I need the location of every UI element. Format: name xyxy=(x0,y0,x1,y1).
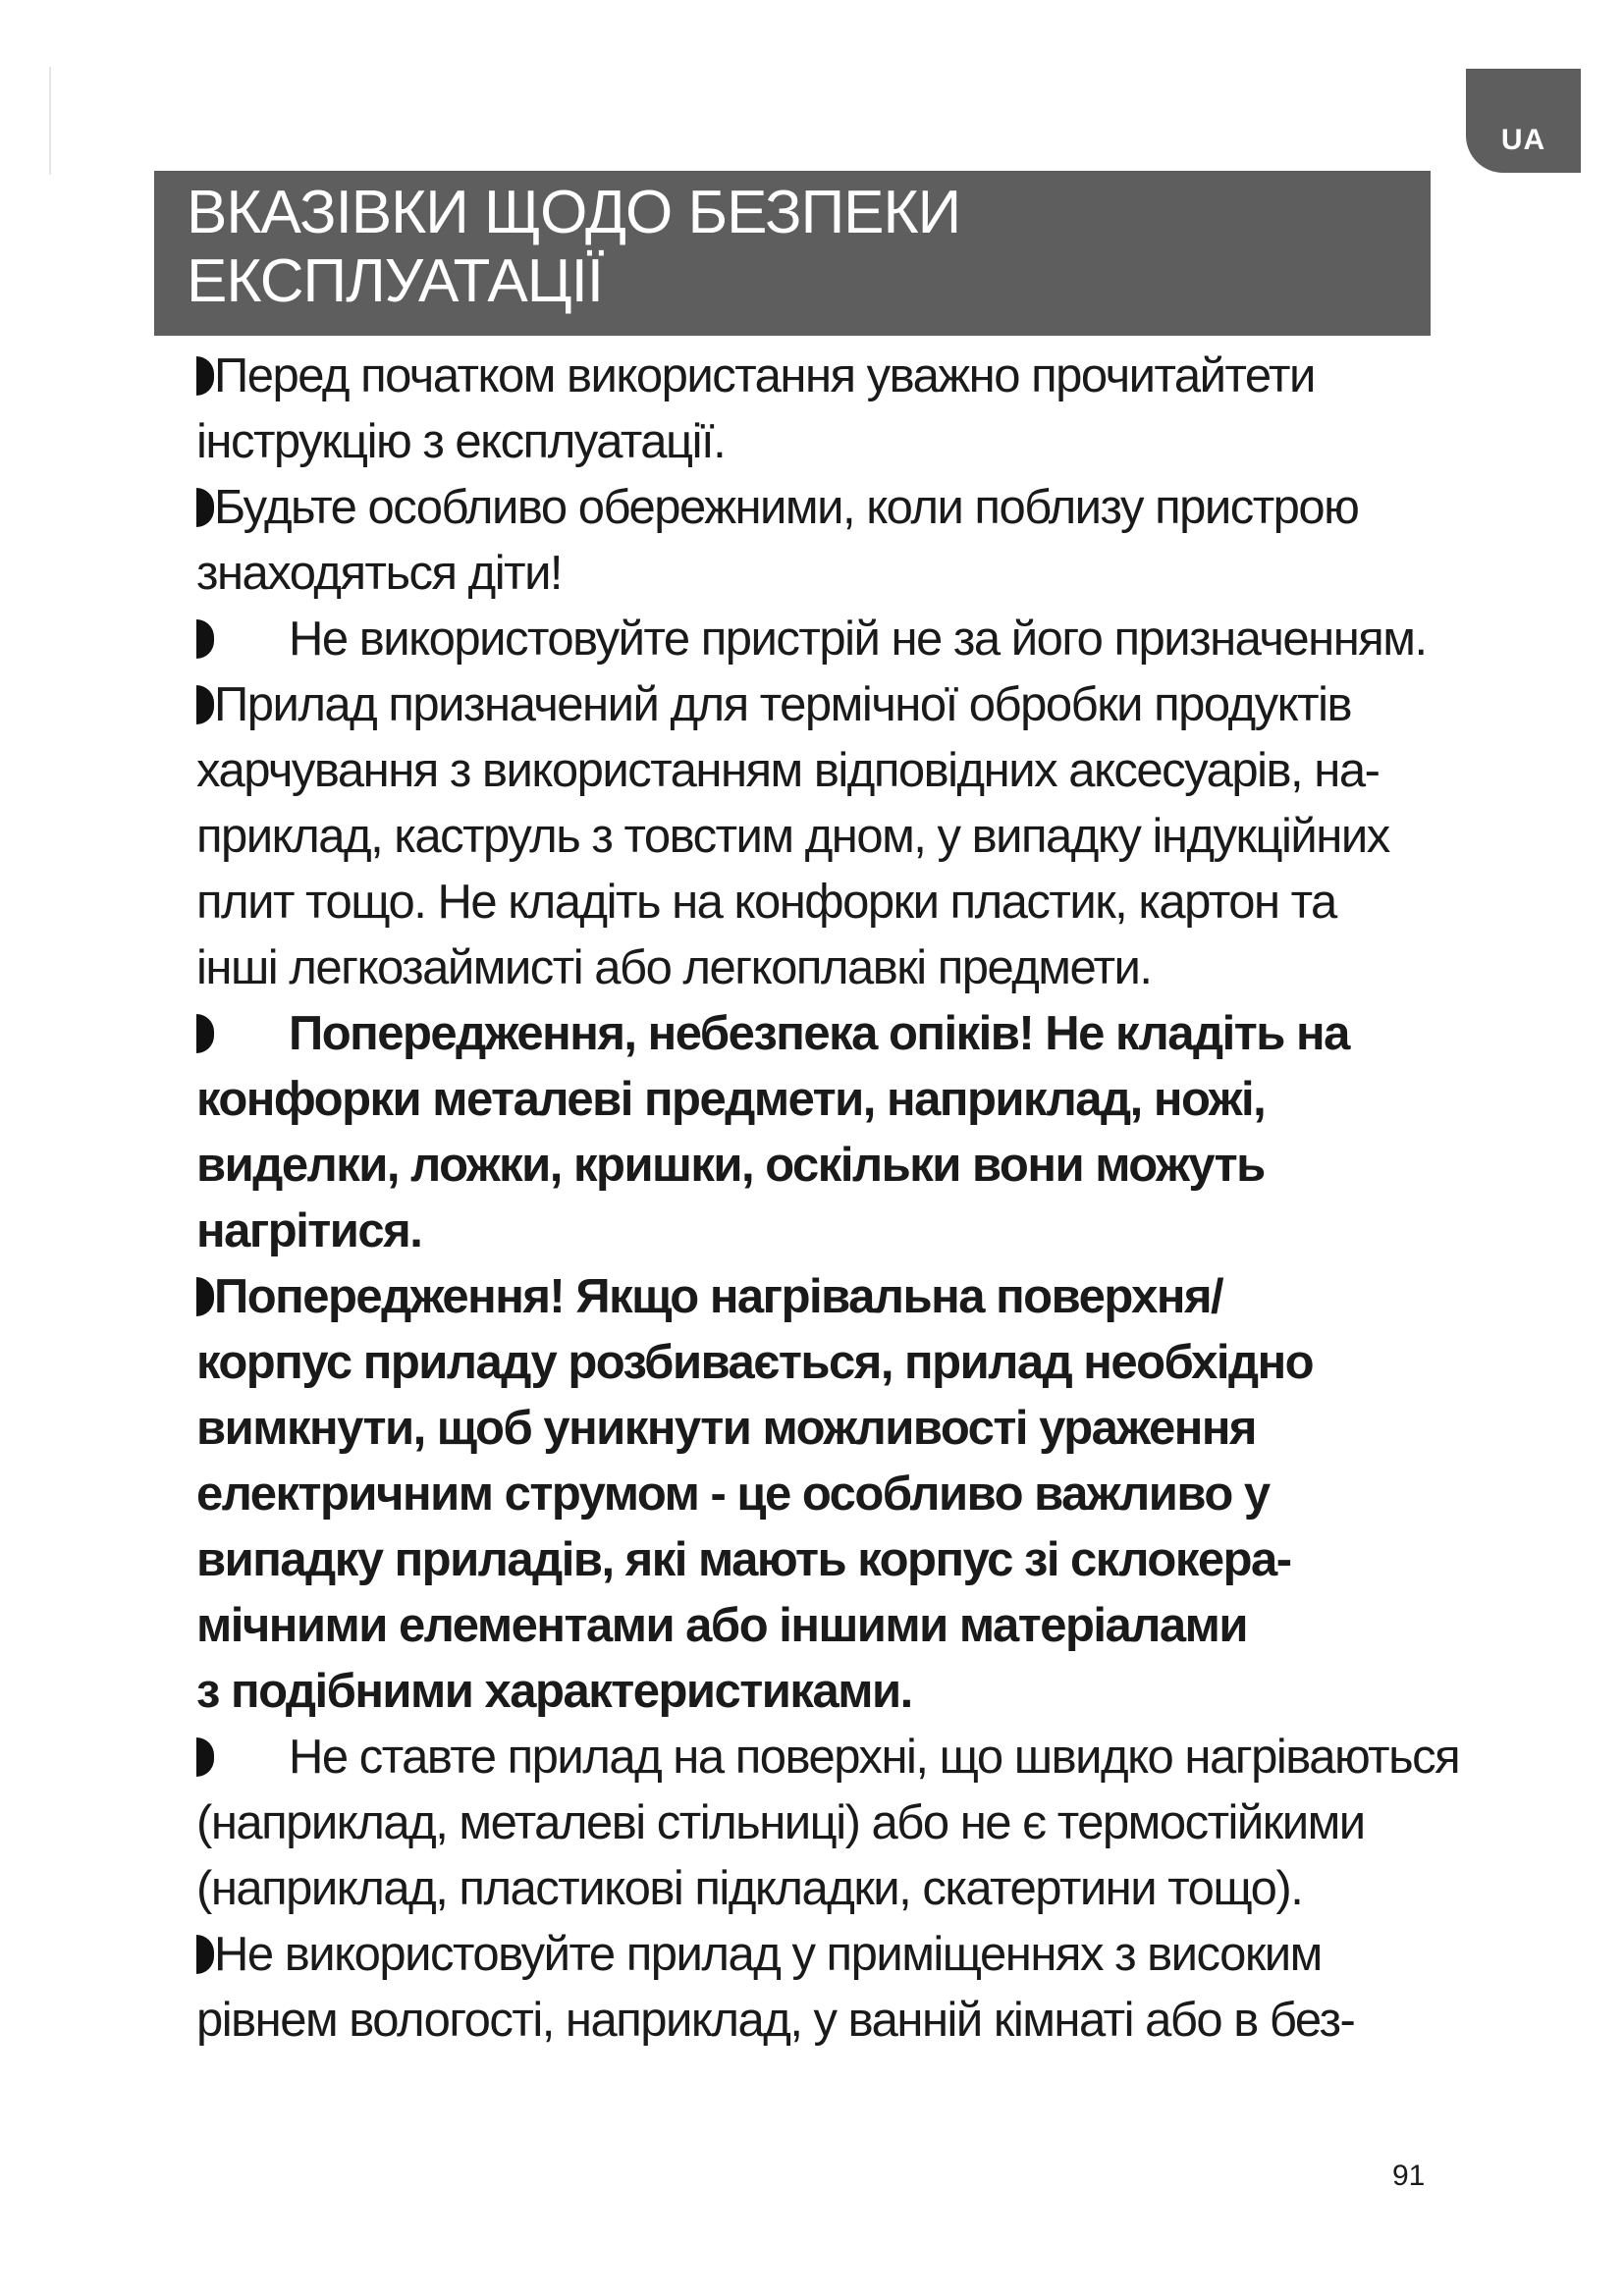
instruction-text: з подібними характеристиками. xyxy=(196,1665,912,1718)
instruction-line xyxy=(196,1396,1566,1462)
bullet-icon xyxy=(196,1737,214,1777)
instruction-line xyxy=(196,607,1566,672)
instruction-line xyxy=(196,738,1566,804)
instruction-line xyxy=(196,804,1566,870)
margin-rule xyxy=(49,67,51,175)
instruction-line xyxy=(196,541,1566,607)
instruction-line xyxy=(196,1988,1566,2054)
instruction-text: нагрітися. xyxy=(196,1204,422,1257)
instruction-line xyxy=(196,1856,1566,1922)
instruction-text: Попередження! Якщо нагрівальна поверхня/ xyxy=(214,1270,1223,1323)
instruction-text: Не ставте прилад на поверхні, що швидко нагріваються xyxy=(289,1731,1460,1784)
instruction-text: приклад, каструль з товстим дном, у випадку індукційних xyxy=(196,810,1389,863)
instruction-line xyxy=(196,1659,1566,1725)
instruction-line xyxy=(196,1790,1566,1856)
instruction-paragraph xyxy=(196,607,1566,672)
section-title-line-1: ВКАЗІВКИ ЩОДО БЕЗПЕКИ xyxy=(187,179,961,246)
bullet-icon xyxy=(196,488,214,527)
bullet-icon xyxy=(196,619,214,659)
instruction-paragraph xyxy=(196,672,1566,1001)
instruction-text: інструкцію з експлуатації. xyxy=(196,415,726,468)
instruction-paragraph xyxy=(196,1001,1566,1264)
instruction-text: Не використовуйте пристрій не за його призначенням. xyxy=(289,613,1427,666)
instruction-line xyxy=(196,1133,1566,1199)
instruction-line xyxy=(196,1001,1566,1067)
instruction-text: Будьте особливо обережними, коли поблизу пристрою xyxy=(214,481,1359,534)
instruction-text: Перед початком використання уважно прочитайтети xyxy=(214,349,1315,402)
instruction-line xyxy=(196,1593,1566,1659)
instruction-paragraph xyxy=(196,1264,1566,1725)
bullet-icon xyxy=(196,1277,214,1316)
instruction-line xyxy=(196,1264,1566,1330)
instruction-text: інші легкозаймисті або легкоплавкі предмети. xyxy=(196,941,1152,994)
instruction-text: знаходяться діти! xyxy=(196,547,563,600)
instruction-line xyxy=(196,1067,1566,1133)
section-header xyxy=(154,171,1431,336)
instruction-text: Попередження, небезпека опіків! Не кладіть на xyxy=(289,1007,1349,1060)
instruction-text: вимкнути, щоб уникнути можливості ураження xyxy=(196,1402,1257,1455)
instruction-text: корпус приладу розбивається, прилад необхідно xyxy=(196,1336,1314,1389)
instruction-line xyxy=(196,1330,1566,1396)
language-code: UA xyxy=(1500,124,1546,156)
instruction-text: Не використовуйте прилад у приміщеннях з високим xyxy=(214,1928,1322,1981)
instruction-text: випадку приладів, які мають корпус зі склокера- xyxy=(196,1533,1291,1586)
instruction-line xyxy=(196,344,1566,409)
language-tab xyxy=(1466,69,1581,173)
instruction-line xyxy=(196,672,1566,738)
instruction-paragraph xyxy=(196,475,1566,607)
instruction-text: мічними елементами або іншими матеріалами xyxy=(196,1599,1248,1652)
instruction-line xyxy=(196,1922,1566,1988)
instruction-text: харчування з використанням відповідних аксесуарів, на- xyxy=(196,744,1380,797)
bullet-icon xyxy=(196,685,214,724)
instruction-text: виделки, ложки, кришки, оскільки вони можуть xyxy=(196,1139,1265,1192)
instruction-text: (наприклад, металеві стільниці) або не є термостійкими xyxy=(196,1796,1365,1849)
page-number: 91 xyxy=(1392,2160,1426,2192)
instruction-text: (наприклад, пластикові підкладки, скатертини тощо). xyxy=(196,1862,1303,1915)
section-title-line-2: ЕКСПЛУАТАЦІЇ xyxy=(187,247,604,315)
instruction-text: електричним струмом - це особливо важливо у xyxy=(196,1468,1270,1521)
instruction-text: рівнем вологості, наприклад, у ванній кімнаті або в без- xyxy=(196,1994,1355,2047)
instruction-text: конфорки металеві предмети, наприклад, ножі, xyxy=(196,1073,1266,1126)
instruction-paragraph xyxy=(196,1725,1566,1922)
instruction-paragraph xyxy=(196,344,1566,475)
instruction-line xyxy=(196,475,1566,541)
safety-instructions xyxy=(196,344,1566,2054)
instruction-text: плит тощо. Не кладіть на конфорки пластик, картон та xyxy=(196,876,1336,929)
bullet-icon xyxy=(196,1014,214,1053)
instruction-paragraph xyxy=(196,1922,1566,2054)
bullet-icon xyxy=(196,1935,214,1974)
instruction-line xyxy=(196,935,1566,1001)
instruction-line xyxy=(196,409,1566,475)
instruction-line xyxy=(196,1725,1566,1790)
instruction-line xyxy=(196,1462,1566,1527)
instruction-line xyxy=(196,870,1566,935)
bullet-icon xyxy=(196,356,214,396)
instruction-line xyxy=(196,1527,1566,1593)
instruction-text: Прилад призначений для термічної обробки продуктів xyxy=(214,678,1352,731)
instruction-line xyxy=(196,1199,1566,1264)
